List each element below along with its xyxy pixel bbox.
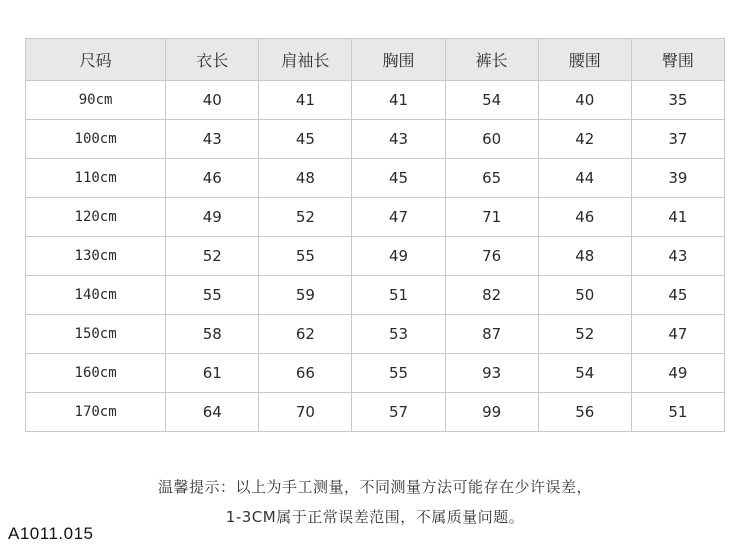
table-cell: 52 (166, 237, 259, 276)
table-row (26, 354, 725, 393)
table-cell: 46 (166, 159, 259, 198)
table-cell: 41 (631, 198, 724, 237)
table-cell: 50 (538, 276, 631, 315)
table-cell: 58 (166, 315, 259, 354)
table-cell: 51 (352, 276, 445, 315)
table-cell-size: 130cm (26, 237, 166, 276)
measurement-note-line-2: 1-3CM属于正常误差范围，不属质量问题。 (225, 508, 525, 526)
table-header-row (26, 39, 725, 81)
header-pants-length: 裤长 (445, 39, 538, 81)
size-chart-table (25, 38, 725, 432)
product-code: A1011.015 (8, 524, 94, 543)
table-cell: 62 (259, 315, 352, 354)
table-cell: 53 (352, 315, 445, 354)
table-row (26, 81, 725, 120)
table-cell: 40 (166, 81, 259, 120)
measurement-note-line-1: 温馨提示：以上为手工测量，不同测量方法可能存在少许误差， (157, 478, 592, 496)
table-cell: 64 (166, 393, 259, 432)
table-cell: 47 (352, 198, 445, 237)
table-cell: 70 (259, 393, 352, 432)
table-cell: 93 (445, 354, 538, 393)
table-cell: 48 (259, 159, 352, 198)
table-row (26, 120, 725, 159)
table-cell: 41 (259, 81, 352, 120)
table-row (26, 393, 725, 432)
table-cell-size: 110cm (26, 159, 166, 198)
header-top-length: 衣长 (166, 39, 259, 81)
table-cell: 42 (538, 120, 631, 159)
table-cell: 49 (166, 198, 259, 237)
table-row (26, 276, 725, 315)
table-cell: 49 (631, 354, 724, 393)
table-cell: 55 (352, 354, 445, 393)
table-cell: 59 (259, 276, 352, 315)
table-cell: 61 (166, 354, 259, 393)
table-cell: 45 (631, 276, 724, 315)
header-waist: 腰围 (538, 39, 631, 81)
table-cell: 43 (352, 120, 445, 159)
header-shoulder-sleeve-length: 肩袖长 (259, 39, 352, 81)
table-cell: 65 (445, 159, 538, 198)
table-cell: 43 (631, 237, 724, 276)
table-cell: 49 (352, 237, 445, 276)
table-cell: 39 (631, 159, 724, 198)
table-cell: 99 (445, 393, 538, 432)
table-cell: 54 (538, 354, 631, 393)
table-cell: 51 (631, 393, 724, 432)
table-cell-size: 160cm (26, 354, 166, 393)
table-cell: 48 (538, 237, 631, 276)
table-cell-size: 90cm (26, 81, 166, 120)
table-cell: 35 (631, 81, 724, 120)
table-cell: 52 (538, 315, 631, 354)
table-cell: 46 (538, 198, 631, 237)
table-cell: 57 (352, 393, 445, 432)
table-row (26, 237, 725, 276)
table-cell: 41 (352, 81, 445, 120)
table-cell-size: 150cm (26, 315, 166, 354)
header-size: 尺码 (26, 39, 166, 81)
table-cell: 87 (445, 315, 538, 354)
table-cell: 82 (445, 276, 538, 315)
table-cell-size: 120cm (26, 198, 166, 237)
table-cell-size: 100cm (26, 120, 166, 159)
table-cell: 60 (445, 120, 538, 159)
table-cell: 45 (352, 159, 445, 198)
table-cell: 66 (259, 354, 352, 393)
table-cell: 40 (538, 81, 631, 120)
table-cell: 76 (445, 237, 538, 276)
table-cell: 47 (631, 315, 724, 354)
table-row (26, 159, 725, 198)
table-cell: 56 (538, 393, 631, 432)
table-row (26, 198, 725, 237)
table-cell: 71 (445, 198, 538, 237)
table-cell: 52 (259, 198, 352, 237)
table-cell: 54 (445, 81, 538, 120)
table-cell: 45 (259, 120, 352, 159)
table-cell: 55 (166, 276, 259, 315)
table-row (26, 315, 725, 354)
header-hip: 臀围 (631, 39, 724, 81)
table-cell: 55 (259, 237, 352, 276)
table-cell: 43 (166, 120, 259, 159)
table-cell: 37 (631, 120, 724, 159)
table-cell-size: 140cm (26, 276, 166, 315)
header-chest: 胸围 (352, 39, 445, 81)
table-cell-size: 170cm (26, 393, 166, 432)
table-cell: 44 (538, 159, 631, 198)
